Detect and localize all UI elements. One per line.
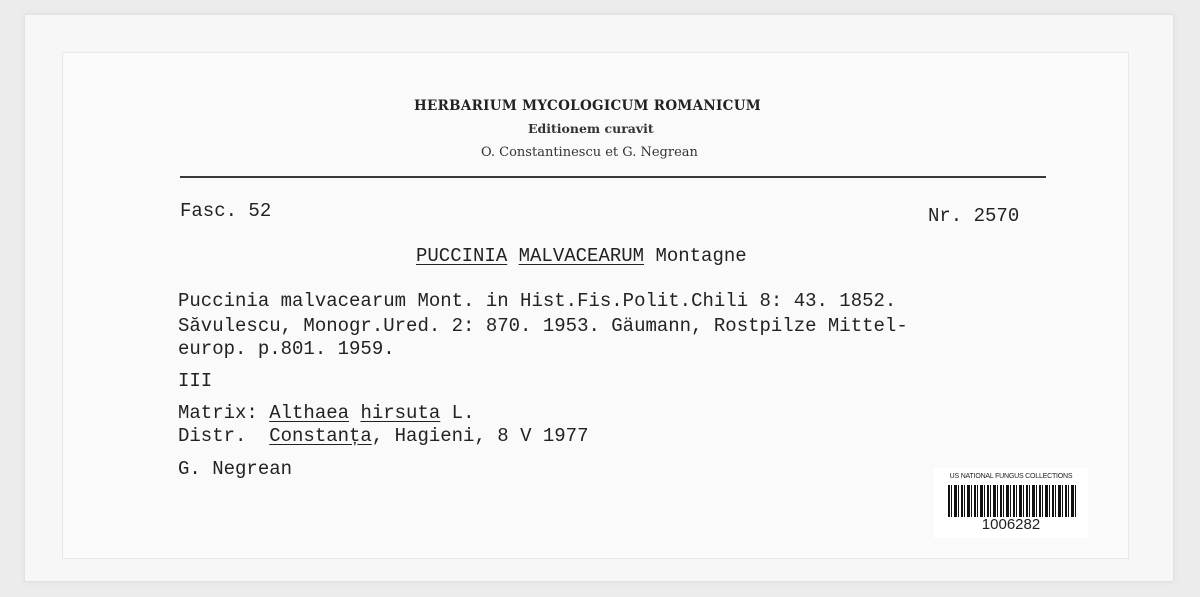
host-author: L. [440,402,475,424]
header-divider [180,176,1046,178]
distribution-prefix: Distr. [178,425,270,447]
taxon-author: Montagne [655,245,747,267]
reference-line-1: Puccinia malvacearum Mont. in Hist.Fis.Polit.Chili 8: 43. 1852. [178,290,897,312]
barcode-icon [948,485,1076,517]
barcode-title: US NATIONAL FUNGUS COLLECTIONS [949,473,1073,480]
distribution-details: , Hagieni, 8 V 1977 [371,425,589,447]
host-species: hirsuta [360,402,441,424]
fascicle-number: Fasc. 52 [180,200,272,222]
taxon-species: MALVACEARUM [518,245,645,267]
exsiccata-number: Nr. 2570 [928,205,1020,227]
herbarium-editors: O. Constantinescu et G. Negrean [481,145,698,160]
host-genus: Althaea [269,402,350,424]
spore-stage: III [178,370,213,392]
distribution-line [178,425,588,447]
barcode-number: 1006282 [981,516,1041,533]
reference-line-2: Săvulescu, Monogr.Ured. 2: 870. 1953. Gäumann, Rostpilze Mittel- [178,315,908,337]
herbarium-subtitle: Editionem curavit [528,121,654,136]
herbarium-title: HERBARIUM MYCOLOGICUM ROMANICUM [414,98,762,114]
matrix-prefix: Matrix: [178,402,270,424]
collector-name: G. Negrean [178,458,293,480]
reference-line-3: europ. p.801. 1959. [178,338,395,360]
taxon-genus: PUCCINIA [416,245,508,267]
taxon-name [416,245,747,267]
distribution-place: Constanța [269,425,372,447]
matrix-line [178,402,475,424]
